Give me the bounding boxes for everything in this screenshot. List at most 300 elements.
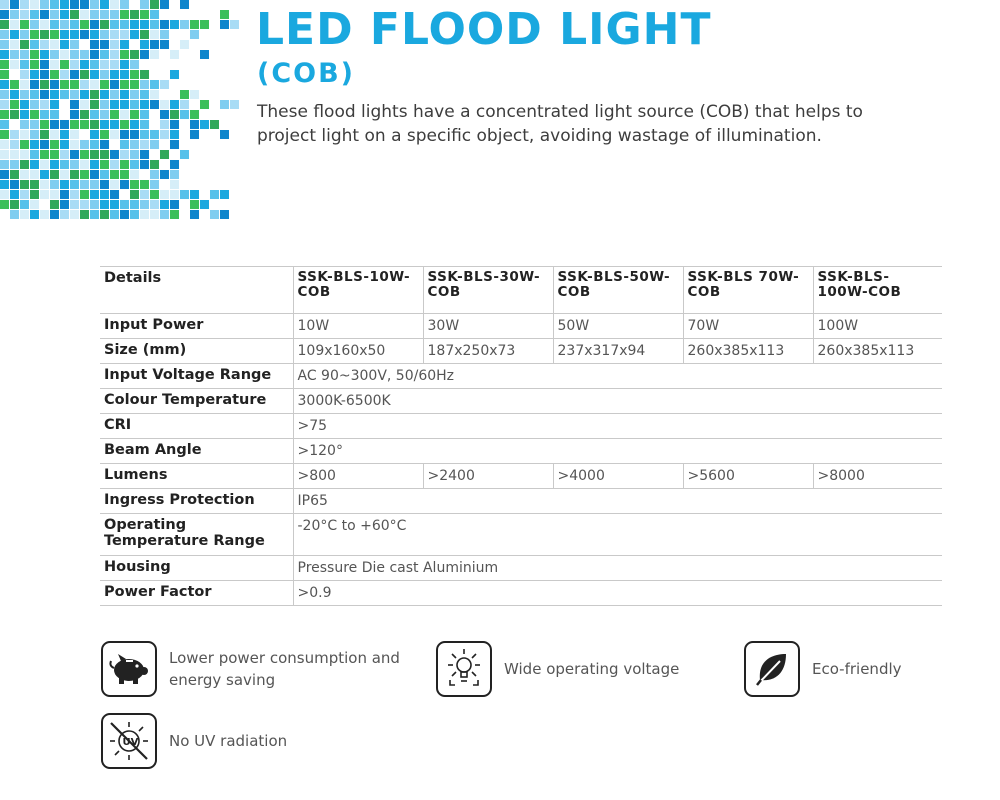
mosaic-tile bbox=[100, 90, 109, 99]
mosaic-tile bbox=[110, 80, 119, 89]
mosaic-tile bbox=[80, 10, 89, 19]
mosaic-tile bbox=[80, 120, 89, 129]
mosaic-tile bbox=[180, 190, 189, 199]
mosaic-tile bbox=[200, 20, 209, 29]
mosaic-tile bbox=[0, 10, 9, 19]
mosaic-tile bbox=[20, 30, 29, 39]
mosaic-tile bbox=[10, 190, 19, 199]
row-label: Lumens bbox=[100, 464, 293, 489]
mosaic-tile bbox=[0, 180, 9, 189]
mosaic-tile bbox=[70, 140, 79, 149]
mosaic-tile bbox=[100, 20, 109, 29]
mosaic-tile bbox=[140, 190, 149, 199]
mosaic-tile bbox=[80, 110, 89, 119]
cell-value: >800 bbox=[293, 464, 423, 489]
mosaic-tile bbox=[120, 20, 129, 29]
table-row bbox=[100, 581, 942, 606]
mosaic-tile bbox=[120, 90, 129, 99]
mosaic-tile bbox=[40, 190, 49, 199]
mosaic-tile bbox=[30, 10, 39, 19]
mosaic-tile bbox=[110, 60, 119, 69]
product-description: These flood lights have a concentrated light source (COB) that helps to project light on a specific object, avoiding wastage of illumination. bbox=[257, 102, 863, 146]
mosaic-tile bbox=[60, 180, 69, 189]
mosaic-tile bbox=[130, 30, 139, 39]
row-label: Ingress Protection bbox=[100, 489, 293, 514]
mosaic-tile bbox=[80, 190, 89, 199]
mosaic-tile bbox=[150, 40, 159, 49]
mosaic-tile bbox=[120, 0, 129, 9]
mosaic-tile bbox=[50, 30, 59, 39]
mosaic-tile bbox=[110, 210, 119, 219]
mosaic-tile bbox=[90, 80, 99, 89]
no-uv-icon bbox=[101, 713, 157, 769]
mosaic-tile bbox=[10, 160, 19, 169]
mosaic-tile bbox=[140, 140, 149, 149]
mosaic-tile bbox=[20, 110, 29, 119]
mosaic-tile bbox=[100, 0, 109, 9]
mosaic-tile bbox=[130, 10, 139, 19]
mosaic-tile bbox=[140, 70, 149, 79]
mosaic-tile bbox=[70, 170, 79, 179]
mosaic-tile bbox=[10, 20, 19, 29]
mosaic-tile bbox=[70, 210, 79, 219]
mosaic-tile bbox=[110, 70, 119, 79]
mosaic-tile bbox=[170, 70, 179, 79]
mosaic-tile bbox=[140, 200, 149, 209]
mosaic-tile bbox=[120, 150, 129, 159]
mosaic-tile bbox=[30, 80, 39, 89]
mosaic-tile bbox=[130, 130, 139, 139]
mosaic-tile bbox=[120, 100, 129, 109]
mosaic-tile bbox=[100, 170, 109, 179]
mosaic-tile bbox=[20, 50, 29, 59]
mosaic-tile bbox=[160, 20, 169, 29]
mosaic-tile bbox=[110, 180, 119, 189]
mosaic-tile bbox=[80, 100, 89, 109]
mosaic-tile bbox=[140, 130, 149, 139]
mosaic-tile bbox=[140, 180, 149, 189]
mosaic-tile bbox=[190, 120, 199, 129]
mosaic-tile bbox=[30, 130, 39, 139]
mosaic-tile bbox=[0, 90, 9, 99]
mosaic-tile bbox=[180, 100, 189, 109]
mosaic-tile bbox=[30, 20, 39, 29]
mosaic-tile bbox=[140, 40, 149, 49]
mosaic-tile bbox=[70, 150, 79, 159]
mosaic-tile bbox=[170, 100, 179, 109]
mosaic-tile bbox=[110, 110, 119, 119]
mosaic-tile bbox=[40, 110, 49, 119]
mosaic-tile bbox=[90, 150, 99, 159]
mosaic-tile bbox=[70, 130, 79, 139]
mosaic-tile bbox=[130, 20, 139, 29]
mosaic-tile bbox=[100, 10, 109, 19]
mosaic-tile bbox=[60, 170, 69, 179]
mosaic-tile bbox=[120, 120, 129, 129]
mosaic-tile bbox=[140, 50, 149, 59]
mosaic-tile bbox=[60, 140, 69, 149]
cell-value: >4000 bbox=[553, 464, 683, 489]
mosaic-tile bbox=[80, 140, 89, 149]
mosaic-tile bbox=[40, 60, 49, 69]
mosaic-tile bbox=[70, 50, 79, 59]
mosaic-tile bbox=[150, 0, 159, 9]
mosaic-tile bbox=[100, 60, 109, 69]
mosaic-tile bbox=[130, 150, 139, 159]
mosaic-tile bbox=[160, 30, 169, 39]
mosaic-tile bbox=[50, 150, 59, 159]
mosaic-tile bbox=[230, 100, 239, 109]
table-row bbox=[100, 389, 942, 414]
mosaic-tile bbox=[40, 70, 49, 79]
table-row bbox=[100, 439, 942, 464]
mosaic-tile bbox=[100, 140, 109, 149]
model-header: SSK-BLS-30W-COB bbox=[423, 267, 553, 314]
mosaic-tile bbox=[10, 110, 19, 119]
mosaic-tile bbox=[80, 210, 89, 219]
mosaic-tile bbox=[170, 140, 179, 149]
mosaic-tile bbox=[80, 80, 89, 89]
feature-label: Lower power consumption and energy saving bbox=[169, 649, 400, 689]
mosaic-tile bbox=[70, 40, 79, 49]
mosaic-tile bbox=[90, 30, 99, 39]
mosaic-tile bbox=[60, 130, 69, 139]
mosaic-tile bbox=[20, 60, 29, 69]
mosaic-tile bbox=[60, 190, 69, 199]
spec-table bbox=[100, 266, 942, 606]
mosaic-tile bbox=[190, 90, 199, 99]
row-label: Housing bbox=[100, 556, 293, 581]
mosaic-tile bbox=[0, 70, 9, 79]
mosaic-tile bbox=[20, 120, 29, 129]
table-row bbox=[100, 514, 942, 556]
mosaic-tile bbox=[200, 100, 209, 109]
mosaic-tile bbox=[10, 10, 19, 19]
mosaic-tile bbox=[170, 170, 179, 179]
mosaic-tile bbox=[100, 200, 109, 209]
mosaic-tile bbox=[30, 200, 39, 209]
mosaic-tile bbox=[90, 180, 99, 189]
mosaic-tile bbox=[10, 90, 19, 99]
mosaic-tile bbox=[110, 130, 119, 139]
mosaic-tile bbox=[60, 200, 69, 209]
mosaic-tile bbox=[110, 90, 119, 99]
mosaic-tile bbox=[120, 80, 129, 89]
mosaic-tile bbox=[0, 150, 9, 159]
mosaic-tile bbox=[150, 50, 159, 59]
mosaic-tile bbox=[100, 210, 109, 219]
mosaic-tile bbox=[160, 40, 169, 49]
mosaic-tile bbox=[100, 160, 109, 169]
mosaic-tile bbox=[200, 120, 209, 129]
cell-value: >120° bbox=[293, 439, 942, 464]
mosaic-tile bbox=[50, 100, 59, 109]
mosaic-tile bbox=[160, 0, 169, 9]
mosaic-tile bbox=[90, 50, 99, 59]
mosaic-tile bbox=[20, 160, 29, 169]
mosaic-tile bbox=[90, 170, 99, 179]
cell-value: 50W bbox=[553, 314, 683, 339]
mosaic-tile bbox=[50, 180, 59, 189]
mosaic-tile bbox=[140, 30, 149, 39]
mosaic-tile bbox=[0, 100, 9, 109]
mosaic-tile bbox=[0, 110, 9, 119]
mosaic-tile bbox=[170, 160, 179, 169]
mosaic-tile bbox=[170, 110, 179, 119]
mosaic-tile bbox=[10, 140, 19, 149]
mosaic-tile bbox=[130, 60, 139, 69]
mosaic-tile bbox=[50, 170, 59, 179]
mosaic-tile bbox=[0, 20, 9, 29]
mosaic-tile bbox=[50, 20, 59, 29]
mosaic-tile bbox=[100, 70, 109, 79]
mosaic-tile bbox=[10, 170, 19, 179]
mosaic-tile bbox=[120, 70, 129, 79]
mosaic-tile bbox=[100, 50, 109, 59]
cell-value: -20°C to +60°C bbox=[293, 514, 942, 556]
mosaic-tile bbox=[70, 60, 79, 69]
svg-text:UV: UV bbox=[122, 737, 139, 748]
mosaic-tile bbox=[40, 140, 49, 149]
mosaic-tile bbox=[0, 190, 9, 199]
mosaic-tile bbox=[10, 150, 19, 159]
mosaic-tile bbox=[50, 70, 59, 79]
mosaic-tile bbox=[140, 100, 149, 109]
bulb-voltage-icon bbox=[436, 641, 492, 697]
mosaic-tile bbox=[30, 60, 39, 69]
cell-value: 100W bbox=[813, 314, 942, 339]
mosaic-tile bbox=[0, 50, 9, 59]
mosaic-tile bbox=[110, 10, 119, 19]
mosaic-tile bbox=[50, 210, 59, 219]
mosaic-tile bbox=[50, 80, 59, 89]
mosaic-tile bbox=[160, 110, 169, 119]
mosaic-tile bbox=[120, 180, 129, 189]
mosaic-tile bbox=[70, 100, 79, 109]
feature-label: Eco-friendly bbox=[812, 660, 902, 678]
mosaic-tile bbox=[70, 30, 79, 39]
mosaic-tile bbox=[140, 210, 149, 219]
mosaic-tile bbox=[140, 20, 149, 29]
mosaic-tile bbox=[50, 90, 59, 99]
row-label: Input Voltage Range bbox=[100, 364, 293, 389]
mosaic-tile bbox=[20, 190, 29, 199]
mosaic-tile bbox=[90, 60, 99, 69]
mosaic-tile bbox=[100, 190, 109, 199]
mosaic-tile bbox=[110, 50, 119, 59]
cell-value: 109x160x50 bbox=[293, 339, 423, 364]
mosaic-tile bbox=[40, 150, 49, 159]
mosaic-tile bbox=[60, 120, 69, 129]
mosaic-tile bbox=[140, 80, 149, 89]
mosaic-tile bbox=[220, 10, 229, 19]
model-header: SSK-BLS-10W-COB bbox=[293, 267, 423, 314]
mosaic-tile bbox=[80, 90, 89, 99]
mosaic-tile bbox=[50, 190, 59, 199]
mosaic-tile bbox=[70, 90, 79, 99]
mosaic-tile bbox=[150, 180, 159, 189]
mosaic-tile bbox=[60, 160, 69, 169]
mosaic-tile bbox=[80, 20, 89, 29]
mosaic-tile bbox=[120, 40, 129, 49]
mosaic-tile bbox=[90, 10, 99, 19]
mosaic-tile bbox=[0, 30, 9, 39]
mosaic-tile bbox=[180, 110, 189, 119]
mosaic-tile bbox=[30, 0, 39, 9]
mosaic-tile bbox=[140, 10, 149, 19]
table-row bbox=[100, 364, 942, 389]
cell-value: 237x317x94 bbox=[553, 339, 683, 364]
mosaic-tile bbox=[40, 30, 49, 39]
cell-value: 187x250x73 bbox=[423, 339, 553, 364]
mosaic-tile bbox=[100, 30, 109, 39]
mosaic-tile bbox=[170, 120, 179, 129]
mosaic-tile bbox=[160, 200, 169, 209]
mosaic-tile bbox=[50, 0, 59, 9]
mosaic-tile bbox=[140, 90, 149, 99]
mosaic-tile bbox=[50, 130, 59, 139]
mosaic-tile bbox=[230, 20, 239, 29]
mosaic-tile bbox=[110, 20, 119, 29]
mosaic-tile bbox=[120, 160, 129, 169]
mosaic-tile bbox=[10, 130, 19, 139]
cell-value: 10W bbox=[293, 314, 423, 339]
mosaic-tile bbox=[30, 210, 39, 219]
mosaic-tile bbox=[20, 200, 29, 209]
mosaic-tile bbox=[120, 10, 129, 19]
mosaic-tile bbox=[70, 0, 79, 9]
mosaic-tile bbox=[20, 210, 29, 219]
mosaic-tile bbox=[40, 180, 49, 189]
model-header: SSK-BLS-100W-COB bbox=[813, 267, 942, 314]
mosaic-tile bbox=[170, 50, 179, 59]
mosaic-tile bbox=[40, 210, 49, 219]
mosaic-tile bbox=[80, 30, 89, 39]
mosaic-tile bbox=[80, 60, 89, 69]
mosaic-tile bbox=[0, 80, 9, 89]
mosaic-tile bbox=[180, 90, 189, 99]
mosaic-tile bbox=[110, 40, 119, 49]
mosaic-tile bbox=[130, 170, 139, 179]
mosaic-tile bbox=[180, 40, 189, 49]
page-title: LED FLOOD LIGHT bbox=[256, 4, 712, 55]
mosaic-tile bbox=[70, 70, 79, 79]
feature-eco-friendly bbox=[744, 641, 944, 697]
mosaic-tile bbox=[20, 170, 29, 179]
mosaic-tile bbox=[110, 190, 119, 199]
mosaic-tile bbox=[40, 20, 49, 29]
mosaic-tile bbox=[70, 120, 79, 129]
mosaic-tile bbox=[120, 60, 129, 69]
mosaic-tile bbox=[200, 200, 209, 209]
mosaic-tile bbox=[60, 210, 69, 219]
mosaic-tile bbox=[160, 80, 169, 89]
mosaic-tile bbox=[150, 200, 159, 209]
mosaic-tile bbox=[60, 150, 69, 159]
mosaic-tile bbox=[190, 190, 199, 199]
cell-value: >0.9 bbox=[293, 581, 942, 606]
mosaic-tile bbox=[180, 0, 189, 9]
table-row bbox=[100, 314, 942, 339]
mosaic-tile bbox=[40, 120, 49, 129]
mosaic-tile bbox=[30, 190, 39, 199]
mosaic-tile bbox=[10, 0, 19, 9]
mosaic-tile bbox=[60, 0, 69, 9]
mosaic-tile bbox=[10, 40, 19, 49]
cell-value: 260x385x113 bbox=[683, 339, 813, 364]
table-row bbox=[100, 414, 942, 439]
mosaic-tile bbox=[60, 70, 69, 79]
model-header: SSK-BLS 70W-COB bbox=[683, 267, 813, 314]
mosaic-tile bbox=[50, 110, 59, 119]
row-label: Power Factor bbox=[100, 581, 293, 606]
mosaic-tile bbox=[60, 90, 69, 99]
mosaic-tile bbox=[30, 100, 39, 109]
mosaic-tile bbox=[0, 200, 9, 209]
row-label: Input Power bbox=[100, 314, 293, 339]
mosaic-tile bbox=[50, 160, 59, 169]
mosaic-tile bbox=[150, 20, 159, 29]
table-header-details: Details bbox=[100, 267, 293, 314]
mosaic-tile bbox=[100, 100, 109, 109]
mosaic-tile bbox=[30, 160, 39, 169]
mosaic-tile bbox=[210, 210, 219, 219]
mosaic-tile bbox=[20, 130, 29, 139]
mosaic-tile bbox=[120, 50, 129, 59]
mosaic-tile bbox=[130, 50, 139, 59]
mosaic-tile bbox=[220, 20, 229, 29]
mosaic-tile bbox=[210, 120, 219, 129]
table-header-row bbox=[100, 267, 942, 314]
mosaic-tile bbox=[0, 140, 9, 149]
mosaic-tile bbox=[0, 40, 9, 49]
mosaic-tile bbox=[110, 200, 119, 209]
row-label: CRI bbox=[100, 414, 293, 439]
mosaic-tile bbox=[160, 150, 169, 159]
mosaic-tile bbox=[0, 0, 9, 9]
mosaic-tile bbox=[40, 160, 49, 169]
mosaic-tile bbox=[100, 150, 109, 159]
feature-no-uv bbox=[101, 713, 381, 769]
mosaic-tile bbox=[70, 80, 79, 89]
mosaic-tile bbox=[160, 100, 169, 109]
mosaic-tile bbox=[80, 70, 89, 79]
mosaic-tile bbox=[120, 130, 129, 139]
mosaic-tile bbox=[0, 130, 9, 139]
mosaic-tile bbox=[20, 140, 29, 149]
mosaic-tile bbox=[50, 200, 59, 209]
feature-wide-voltage bbox=[436, 641, 716, 697]
mosaic-tile bbox=[0, 60, 9, 69]
mosaic-tile bbox=[20, 180, 29, 189]
page-subtitle: (COB) bbox=[257, 58, 356, 89]
mosaic-tile bbox=[130, 190, 139, 199]
mosaic-tile bbox=[130, 160, 139, 169]
mosaic-tile bbox=[60, 80, 69, 89]
mosaic-tile bbox=[10, 30, 19, 39]
mosaic-tile bbox=[150, 90, 159, 99]
mosaic-tile bbox=[20, 150, 29, 159]
mosaic-tile bbox=[10, 50, 19, 59]
mosaic-tile bbox=[20, 20, 29, 29]
mosaic-tile bbox=[110, 100, 119, 109]
mosaic-tile bbox=[100, 180, 109, 189]
pixel-mosaic-graphic bbox=[0, 0, 260, 230]
table-row bbox=[100, 464, 942, 489]
mosaic-tile bbox=[220, 190, 229, 199]
cell-value: IP65 bbox=[293, 489, 942, 514]
mosaic-tile bbox=[10, 100, 19, 109]
